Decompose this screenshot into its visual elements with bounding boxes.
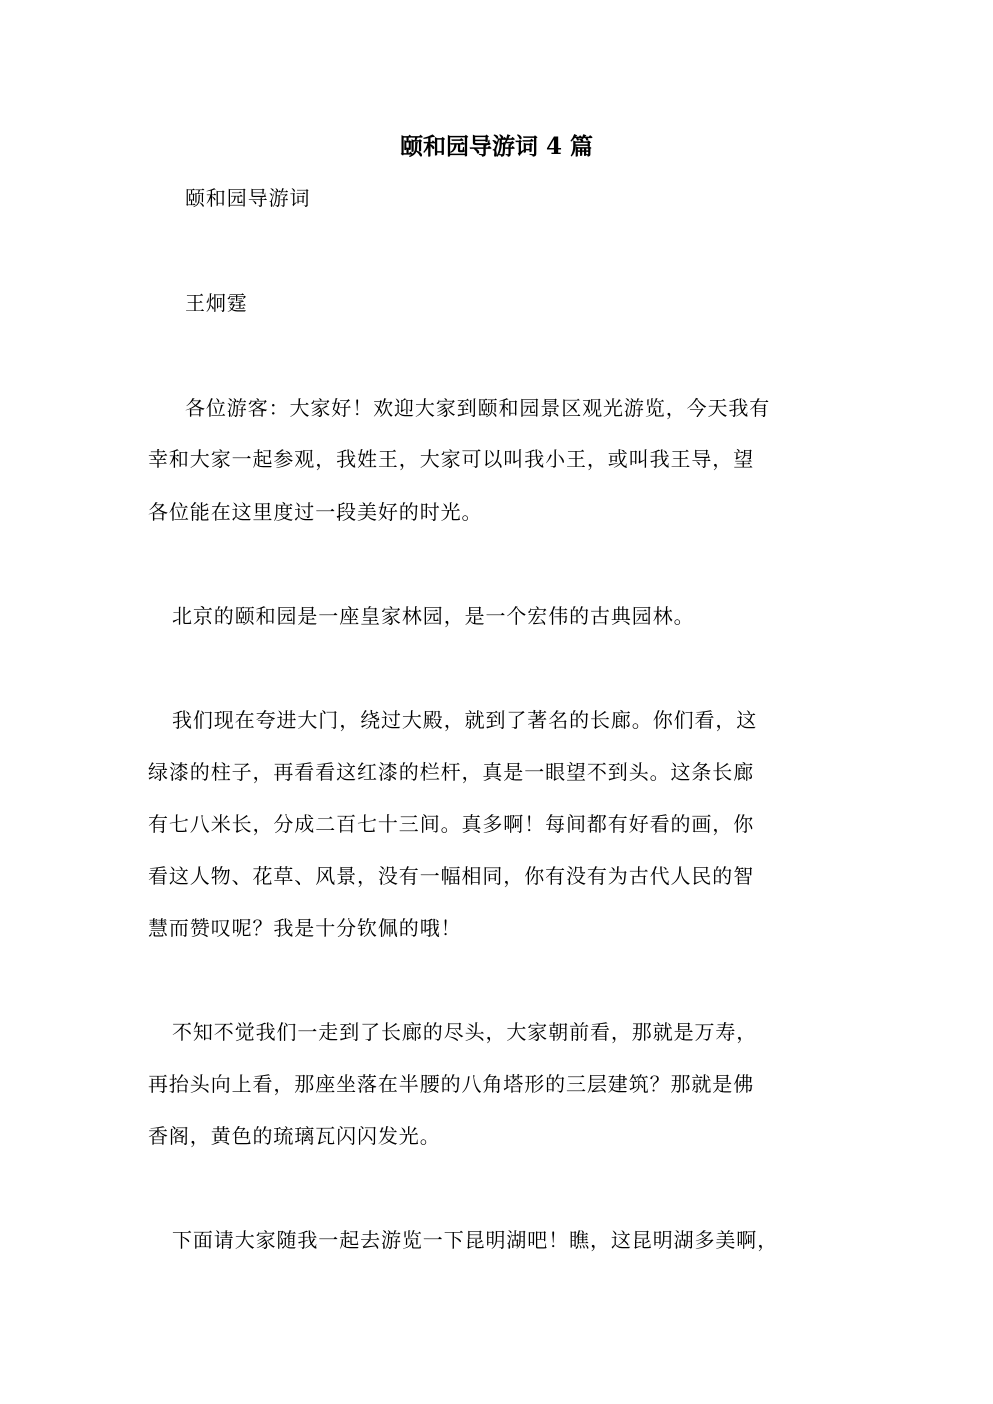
paragraph-line: 不知不觉我们一走到了长廊的尽头，大家朝前看，那就是万寿， bbox=[172, 1020, 758, 1044]
paragraph-line: 有七八米长，分成二百七十三间。真多啊！每间都有好看的画，你 bbox=[148, 812, 755, 836]
paragraph-line: 绿漆的柱子，再看看这红漆的栏杆，真是一眼望不到头。这条长廊 bbox=[148, 760, 755, 784]
paragraph-line: 各位游客：大家好！欢迎大家到颐和园景区观光游览，今天我有 bbox=[185, 396, 771, 420]
paragraph-line: 香阁，黄色的琉璃瓦闪闪发光。 bbox=[148, 1124, 441, 1148]
paragraph-line: 北京的颐和园是一座皇家林园，是一个宏伟的古典园林。 bbox=[172, 604, 695, 628]
paragraph-line: 再抬头向上看，那座坐落在半腰的八角塔形的三层建筑？那就是佛 bbox=[148, 1072, 755, 1096]
paragraph-line: 各位能在这里度过一段美好的时光。 bbox=[148, 500, 483, 524]
document-title: 颐和园导游词 4 篇 bbox=[399, 133, 594, 160]
author-name: 王炯霆 bbox=[185, 291, 248, 315]
paragraph-line: 看这人物、花草、风景，没有一幅相同，你有没有为古代人民的智 bbox=[148, 864, 755, 888]
paragraph-line: 慧而赞叹呢？我是十分钦佩的哦！ bbox=[148, 916, 462, 940]
document-subtitle: 颐和园导游词 bbox=[185, 186, 311, 210]
paragraph-line: 下面请大家随我一起去游览一下昆明湖吧！瞧，这昆明湖多美啊， bbox=[172, 1228, 779, 1252]
paragraph-line: 我们现在夸进大门，绕过大殿，就到了著名的长廊。你们看，这 bbox=[172, 708, 758, 732]
paragraph-line: 幸和大家一起参观，我姓王，大家可以叫我小王，或叫我王导，望 bbox=[148, 447, 755, 471]
